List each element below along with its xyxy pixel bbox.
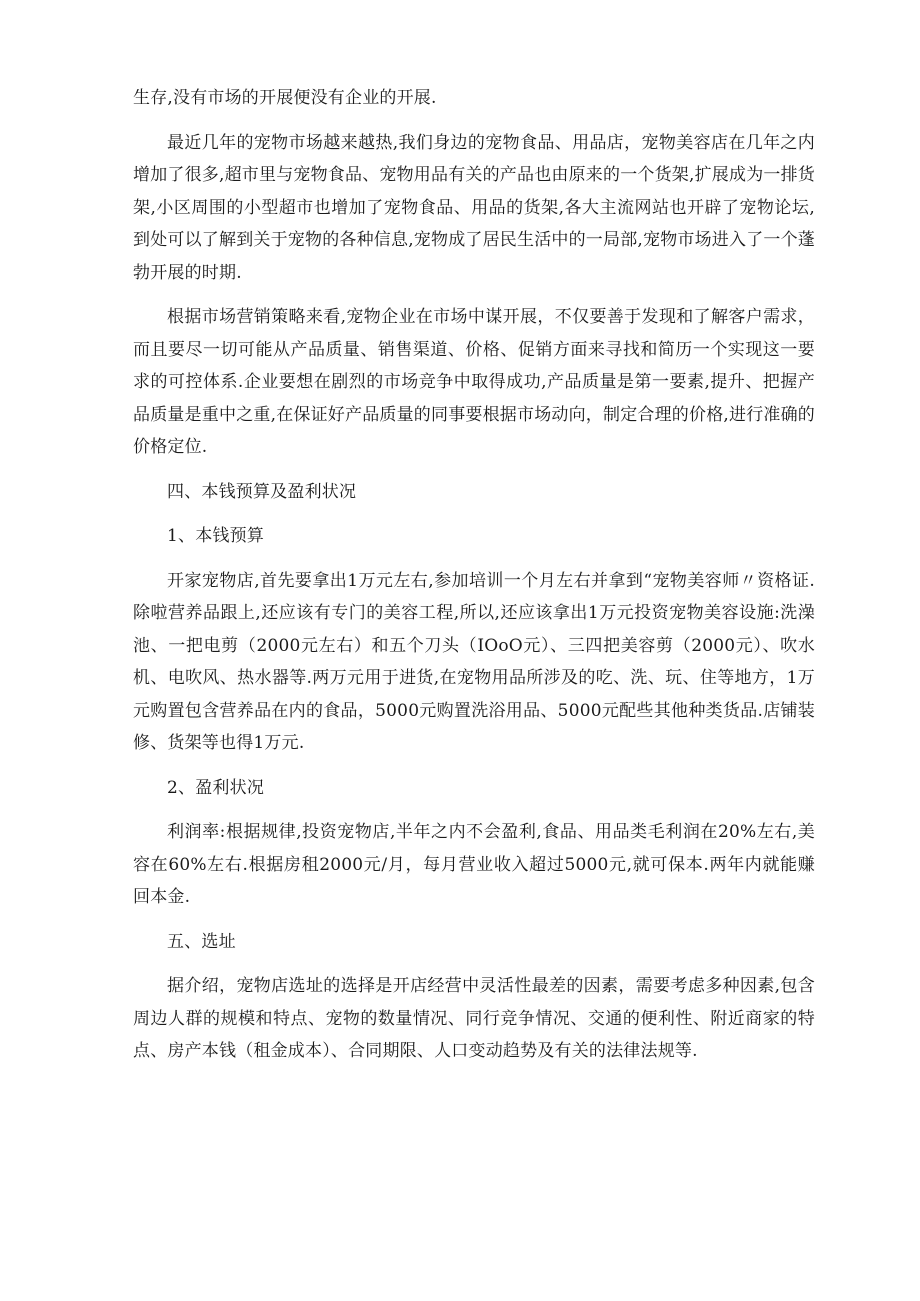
subsection-heading-cost-budget: 1、本钱预算 <box>167 526 265 546</box>
subsection-heading-profit: 2、盈利状况 <box>167 777 265 798</box>
paragraph-marketing-strategy: 根据市场营销策略来看,宠物企业在市场中谋开展，不仅要善于发现和了解客户需求，而且要尽一切可能从产品质量、销售渠道、价格、促销方面来寻找和简历一个实现这一要求的可控体系.企业要想在剧烈的市场竞争中取得成功,产品质量是第一要素,提升、把握产品质量是重中之重,在保证好产品质量的同事要根据市场动向，制定合理的价格,进行准确的价格定位. <box>133 307 816 457</box>
paragraph-continuation: 生存,没有市场的开展便没有企业的开展. <box>133 88 437 108</box>
document-page <box>133 82 815 1080</box>
section-heading-site-selection: 五、选址 <box>167 931 236 952</box>
paragraph-site-selection: 据介绍，宠物店选址的选择是开店经营中灵活性最差的因素，需要考虑多种因素,包含周边人群的规模和特点、宠物的数量情况、同行竞争情况、交通的便利性、附近商家的特点、房产本钱（租金成本）、合同期限、人口变动趋势及有关的法律法规等. <box>133 976 815 1061</box>
paragraph-pet-market-trend: 最近几年的宠物市场越来越热,我们身边的宠物食品、用品店，宠物美容店在几年之内增加了很多,超市里与宠物食品、宠物用品有关的产品也由原来的一个货架,扩展成为一排货架,小区周围的小型超市也增加了宠物食品、用品的货架,各大主流网站也开辟了宠物论坛,到处可以了解到关于宠物的各种信息,宠物成了居民生活中的一局部,宠物市场进入了一个蓬勃开展的时期. <box>133 132 816 283</box>
paragraph-cost-budget: 开家宠物店,首先要拿出1万元左右,参加培训一个月左右并拿到“宠物美容师〃资格证.除啦营养品跟上,还应该有专门的美容工程,所以,还应该拿出1万元投资宠物美容设施:洗澡池、一把电剪（2000元左右）和五个刀头（IOoO元）、三四把美容剪（2000元）、吹水机、电吹风、热水器等.两万元用于进货,在宠物用品所涉及的吃、洗、玩、住等地方，1万元购置包含营养品在内的食品，5000元购置洗浴用品、5000元配些其他种类货品.店铺装修、货架等也得1万元. <box>133 570 815 753</box>
paragraph-profit-rate: 利润率:根据规律,投资宠物店,半年之内不会盈利,食品、用品类毛利润在20%左右,美容在60%左右.根据房租2000元/月，每月营业收入超过5000元,就可保本.两年内就能赚回本金. <box>133 822 815 907</box>
section-heading-cost-profit: 四、本钱预算及盈利状况 <box>167 481 357 502</box>
